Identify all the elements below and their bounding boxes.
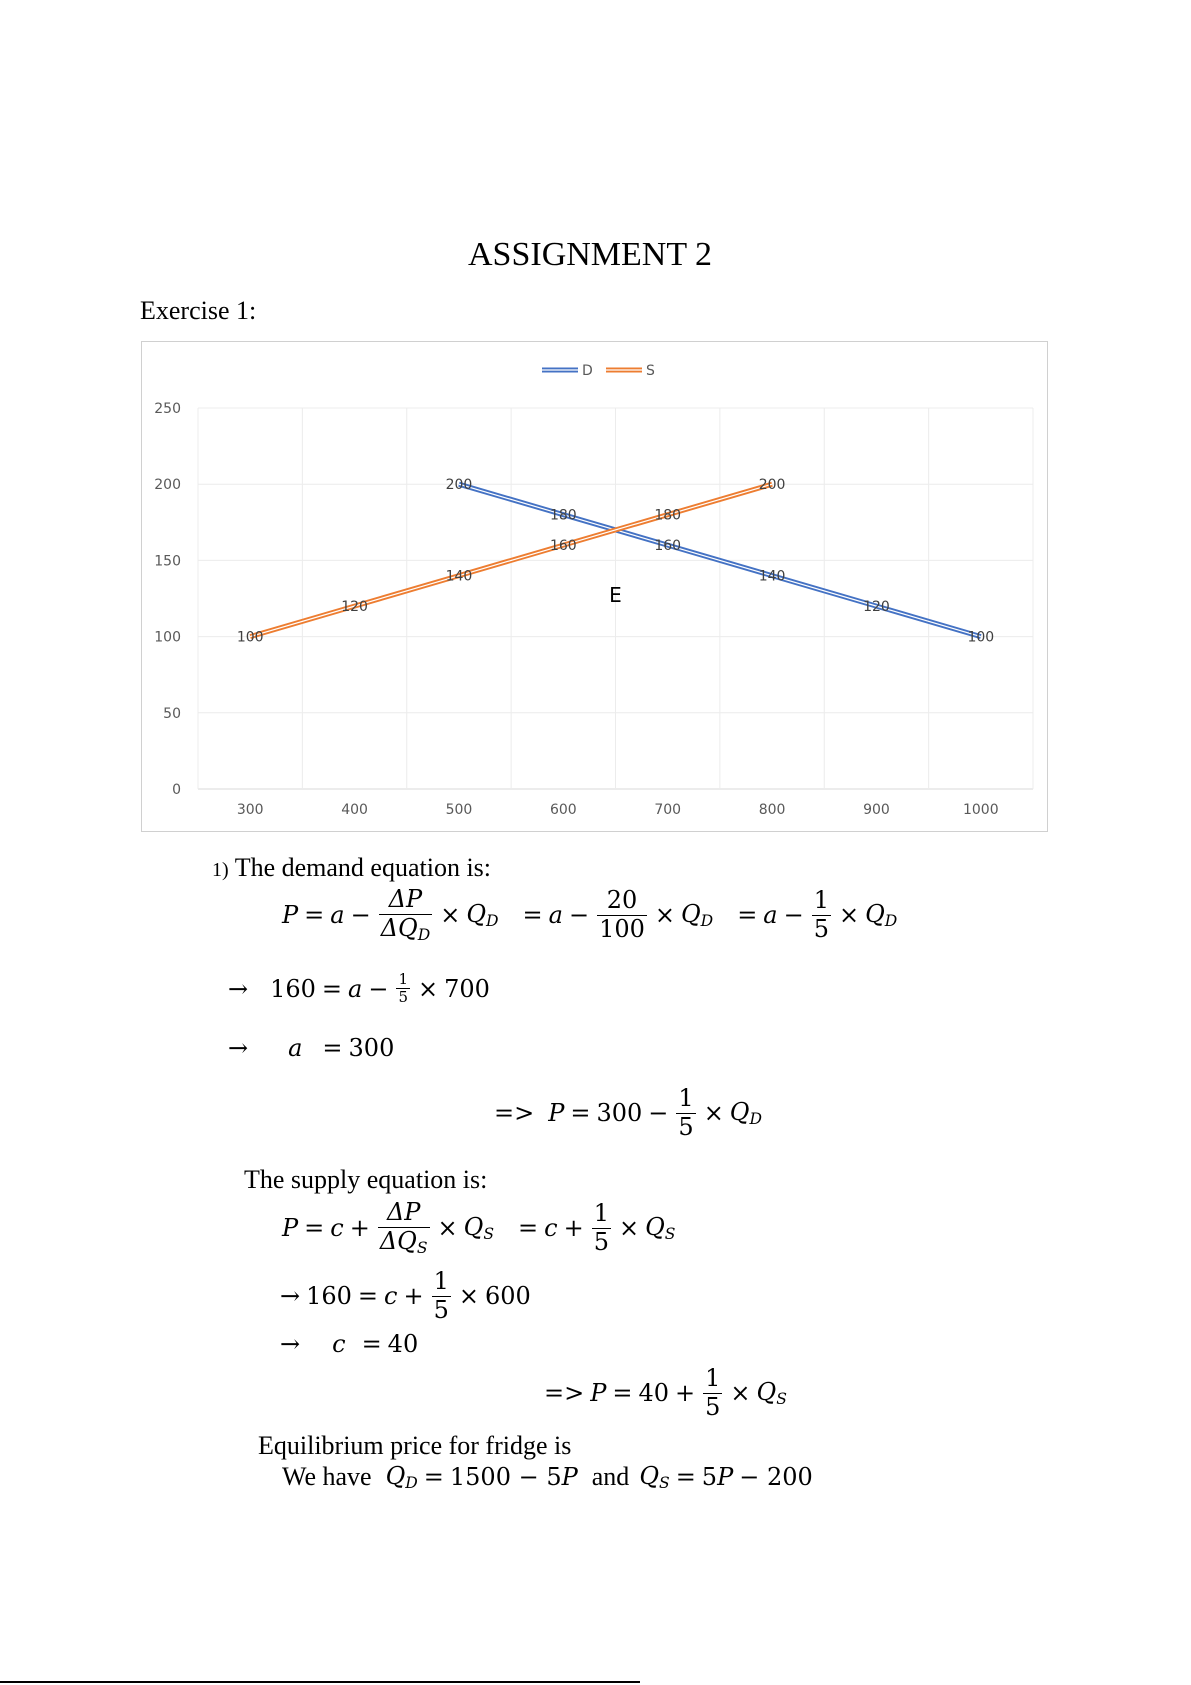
delta-q: ΔQ bbox=[380, 913, 418, 942]
value-600: 600 bbox=[484, 1282, 531, 1311]
plus-sign: + bbox=[675, 1379, 696, 1408]
demand-substitution bbox=[228, 971, 490, 1007]
minus-sign: − bbox=[368, 974, 389, 1003]
value-300: 300 bbox=[348, 1034, 395, 1062]
var-Q: Q bbox=[680, 900, 701, 929]
subscript-s: S bbox=[776, 1390, 787, 1409]
denominator: 5 bbox=[398, 988, 408, 1007]
numerator: 1 bbox=[398, 970, 408, 988]
value-160: 160 bbox=[306, 1282, 352, 1311]
var-a: a bbox=[288, 1034, 303, 1062]
data-label-D: 100 bbox=[967, 629, 995, 646]
fraction-dp-dqs bbox=[378, 1199, 430, 1257]
eq-sign: = bbox=[675, 1463, 696, 1491]
q-s bbox=[645, 1213, 675, 1243]
data-label-D: 160 bbox=[654, 538, 682, 555]
q-s bbox=[464, 1213, 494, 1243]
supply-substitution bbox=[280, 1268, 531, 1324]
eq-sign: = bbox=[522, 901, 543, 930]
supply-intro: The supply equation is: bbox=[244, 1165, 488, 1194]
x-tick-label: 1000 bbox=[962, 802, 999, 818]
demand-intro-line bbox=[212, 853, 491, 883]
x-tick-label: 300 bbox=[236, 802, 264, 818]
y-tick-label: 50 bbox=[163, 705, 181, 722]
subscript-d: D bbox=[700, 912, 714, 931]
demand-final-equation bbox=[494, 1085, 762, 1141]
plus-sign: + bbox=[349, 1214, 370, 1243]
numerator: 1 bbox=[593, 1199, 609, 1228]
eq-sign: = bbox=[357, 1282, 379, 1311]
value-300: 300 bbox=[596, 1099, 643, 1128]
denominator: 5 bbox=[705, 1392, 721, 1421]
numerator: 1 bbox=[433, 1267, 449, 1295]
data-label-S: 100 bbox=[236, 629, 264, 646]
subscript-d: D bbox=[405, 1473, 418, 1492]
plus-sign: + bbox=[403, 1282, 424, 1311]
var-Q: Q bbox=[639, 1462, 659, 1491]
numerator: 1 bbox=[813, 886, 829, 915]
x-tick-label: 500 bbox=[445, 802, 473, 818]
delta-q: ΔQ bbox=[379, 1226, 417, 1255]
y-tick-label: 0 bbox=[172, 782, 181, 798]
exercise-heading: Exercise 1: bbox=[140, 296, 257, 325]
fraction-1-5 bbox=[592, 1200, 611, 1256]
minus-sign: − bbox=[783, 901, 804, 930]
numerator: ΔP bbox=[379, 886, 433, 915]
var-Q: Q bbox=[645, 1213, 665, 1242]
supply-final-equation bbox=[544, 1365, 787, 1421]
demand-a-result bbox=[228, 1034, 394, 1062]
x-tick-label: 700 bbox=[654, 802, 682, 818]
data-label-S: 120 bbox=[341, 599, 368, 616]
value-700: 700 bbox=[444, 974, 490, 1003]
numerator: 1 bbox=[705, 1364, 721, 1392]
implies-sign: => bbox=[544, 1379, 585, 1408]
var-c: c bbox=[332, 1330, 346, 1358]
x-tick-label: 400 bbox=[341, 802, 368, 818]
x-tick-label: 600 bbox=[549, 802, 577, 818]
subscript-s: S bbox=[659, 1473, 670, 1492]
fraction-20-100 bbox=[597, 887, 647, 943]
var-a: a bbox=[348, 974, 363, 1003]
fraction-1-5 bbox=[703, 1365, 722, 1421]
denominator: 5 bbox=[593, 1227, 609, 1256]
fraction-1-5 bbox=[812, 887, 831, 943]
var-a: a bbox=[330, 901, 345, 930]
var-P: P bbox=[590, 1379, 607, 1408]
data-label-D: 140 bbox=[758, 568, 786, 585]
and-text: and bbox=[591, 1462, 630, 1491]
eq-sign: = bbox=[361, 1330, 382, 1358]
equilibrium-intro: Equilibrium price for fridge is bbox=[258, 1431, 572, 1460]
var-P: P bbox=[717, 1463, 734, 1491]
y-tick-label: 200 bbox=[154, 477, 181, 494]
legend-label-S: S bbox=[646, 363, 655, 379]
chart-svg bbox=[142, 342, 1049, 833]
times-sign: × bbox=[437, 1214, 458, 1243]
data-label-S: 200 bbox=[758, 477, 786, 494]
times-sign: × bbox=[418, 974, 439, 1003]
var-c: c bbox=[384, 1282, 398, 1311]
numerator: ΔP bbox=[378, 1199, 430, 1228]
denominator: 5 bbox=[813, 914, 829, 943]
var-a: a bbox=[763, 901, 778, 930]
value-40: 40 bbox=[387, 1330, 419, 1358]
var-c: c bbox=[330, 1214, 344, 1243]
we-have-text: We have bbox=[282, 1462, 372, 1491]
q-d bbox=[386, 1462, 418, 1492]
fraction-1-5 bbox=[676, 1085, 695, 1141]
var-P: P bbox=[282, 901, 299, 930]
q-d bbox=[681, 900, 713, 930]
subscript-d: D bbox=[486, 912, 499, 931]
denominator bbox=[379, 915, 433, 945]
q-s bbox=[639, 1462, 669, 1492]
qd-rhs: 1500 − 5 bbox=[449, 1463, 562, 1491]
y-tick-label: 150 bbox=[154, 553, 181, 570]
subscript-s: S bbox=[416, 1238, 428, 1257]
eq-sign: = bbox=[423, 1463, 444, 1491]
supply-demand-chart bbox=[141, 341, 1048, 832]
eq-sign: = bbox=[322, 1034, 343, 1062]
q-s bbox=[757, 1378, 787, 1408]
fraction-dp-dqd bbox=[379, 886, 433, 944]
y-tick-label: 100 bbox=[154, 629, 181, 646]
subscript-d: D bbox=[417, 925, 431, 944]
denominator bbox=[378, 1228, 430, 1258]
equilibrium-label: E bbox=[609, 582, 622, 607]
q-d bbox=[730, 1098, 762, 1128]
qs-rhs: 5 bbox=[701, 1463, 718, 1491]
fraction-1-5 bbox=[396, 971, 410, 1007]
supply-general-equation bbox=[282, 1199, 675, 1257]
arrow-icon: → bbox=[228, 1034, 249, 1062]
demand-intro: The demand equation is: bbox=[234, 853, 492, 882]
var-P: P bbox=[282, 1214, 299, 1243]
eq-sign: = bbox=[518, 1214, 539, 1243]
eq-sign: = bbox=[570, 1099, 591, 1128]
implies-sign: => bbox=[494, 1099, 535, 1128]
arrow-icon: → bbox=[280, 1330, 301, 1358]
demand-general-equation bbox=[282, 886, 897, 944]
var-Q: Q bbox=[865, 900, 885, 929]
page-title: ASSIGNMENT 2 bbox=[468, 236, 713, 273]
eq-sign: = bbox=[304, 1214, 325, 1243]
denominator: 5 bbox=[678, 1112, 694, 1141]
minus-sign: − bbox=[350, 901, 371, 930]
item-number: 1) bbox=[212, 859, 229, 881]
eq-sign: = bbox=[304, 901, 325, 930]
qs-tail: − 200 bbox=[739, 1463, 813, 1491]
arrow-icon: → bbox=[280, 1282, 301, 1311]
value-160: 160 bbox=[270, 974, 316, 1003]
times-sign: × bbox=[440, 901, 461, 930]
var-P: P bbox=[548, 1099, 565, 1128]
subscript-d: D bbox=[884, 912, 898, 931]
subscript-s: S bbox=[664, 1225, 676, 1244]
page-bottom-rule bbox=[0, 1681, 640, 1683]
times-sign: × bbox=[730, 1379, 751, 1408]
equilibrium-equations bbox=[282, 1462, 813, 1492]
times-sign: × bbox=[839, 901, 860, 930]
var-Q: Q bbox=[756, 1378, 777, 1407]
data-label-S: 180 bbox=[654, 507, 682, 524]
eq-sign: = bbox=[612, 1379, 633, 1408]
denominator: 5 bbox=[433, 1295, 449, 1324]
q-d bbox=[865, 900, 897, 930]
var-Q: Q bbox=[463, 1213, 484, 1242]
value-40: 40 bbox=[638, 1379, 670, 1408]
times-sign: × bbox=[703, 1099, 724, 1128]
var-a: a bbox=[548, 901, 563, 930]
subscript-s: S bbox=[483, 1225, 495, 1244]
data-label-D: 200 bbox=[445, 477, 473, 494]
supply-c-result bbox=[280, 1330, 418, 1358]
eq-sign: = bbox=[321, 974, 343, 1003]
x-tick-label: 800 bbox=[758, 802, 786, 818]
plus-sign: + bbox=[563, 1214, 584, 1243]
denominator: 100 bbox=[599, 914, 645, 943]
data-label-D: 120 bbox=[863, 599, 890, 616]
arrow-icon: → bbox=[228, 974, 249, 1003]
fraction-1-5 bbox=[432, 1268, 451, 1324]
minus-sign: − bbox=[648, 1099, 669, 1128]
var-P: P bbox=[561, 1463, 578, 1491]
legend-label-D: D bbox=[582, 363, 593, 379]
var-Q: Q bbox=[729, 1098, 750, 1127]
var-Q: Q bbox=[385, 1462, 406, 1491]
minus-sign: − bbox=[568, 901, 590, 930]
data-label-S: 140 bbox=[445, 568, 473, 585]
times-sign: × bbox=[458, 1282, 479, 1311]
var-c: c bbox=[544, 1214, 558, 1243]
eq-sign: = bbox=[737, 901, 758, 930]
q-d bbox=[466, 900, 498, 930]
times-sign: × bbox=[654, 901, 675, 930]
subscript-d: D bbox=[749, 1110, 762, 1129]
y-tick-label: 250 bbox=[154, 401, 181, 417]
data-label-D: 180 bbox=[549, 507, 577, 524]
data-label-S: 160 bbox=[549, 538, 577, 555]
numerator: 1 bbox=[678, 1084, 694, 1112]
x-tick-label: 900 bbox=[863, 802, 890, 818]
var-Q: Q bbox=[466, 900, 487, 929]
times-sign: × bbox=[618, 1214, 640, 1243]
numerator: 20 bbox=[597, 887, 647, 916]
